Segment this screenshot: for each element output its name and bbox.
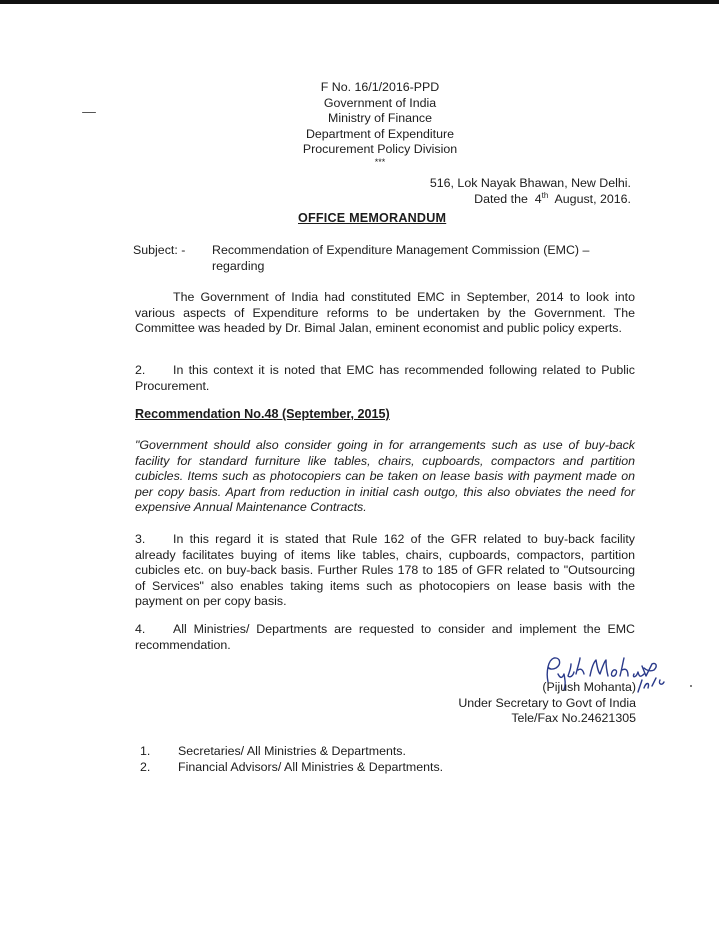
- signatory-contact: Tele/Fax No.24621305: [511, 711, 636, 725]
- list-item-number: 1.: [140, 744, 151, 758]
- signatory-name: (Pijush Mohanta): [542, 680, 636, 694]
- list-item-text: Secretaries/ All Ministries & Departments.: [178, 744, 406, 758]
- date-day: 4: [534, 191, 542, 206]
- memo-title: OFFICE MEMORANDUM: [298, 211, 447, 225]
- paragraph-3: [135, 532, 635, 610]
- signature-block: [458, 680, 636, 727]
- memo-date: [430, 192, 631, 208]
- paragraph-2: [135, 363, 635, 394]
- list-item: [140, 760, 443, 776]
- paragraph-3-text: In this regard it is stated that Rule 162 of the GFR related to buy-back facility already facilitates buying of items like tables, chairs, cupboards, compactors, partition cubicles etc. on buy-back basis. Further Rules 178 to 185 of GFR related to "Outsourcing of Services" also enables taking items such as photocopiers on lease basis with the payment on per copy basis.: [135, 532, 635, 608]
- paragraph-4: [135, 622, 635, 653]
- office-address: 516, Lok Nayak Bhawan, New Delhi.: [429, 176, 631, 190]
- subject-label: Subject: -: [133, 243, 186, 257]
- list-item-number: 2.: [140, 759, 151, 774]
- address-block: [430, 176, 631, 207]
- paragraph-4-number: 4.: [135, 622, 146, 636]
- paragraph-2-text: In this context it is noted that EMC has recommended following related to Public Procurement.: [135, 363, 635, 393]
- paragraph-2-number: 2.: [135, 363, 146, 377]
- scan-mark: [690, 685, 692, 687]
- list-item: [140, 744, 443, 760]
- scan-mark: [82, 112, 96, 113]
- signatory-designation: Under Secretary to Govt of India: [458, 695, 636, 710]
- subject-text: Recommendation of Expenditure Management Commission (EMC) – regarding: [212, 243, 590, 273]
- recommendation-quote: "Government should also consider going in for arrangements such as use of buy-back facility for standard furniture like tables, chairs, cupboards, compactors and partition cubicles. Items such as photocopiers can be taken on lease basis with payment made on per copy basis. Apart from reduction in initial cash outgo, this also obviates the need for expensive Annual Maintenance Contracts.: [135, 438, 635, 514]
- date-month-year: August, 2016.: [554, 191, 631, 206]
- scan-edge: [0, 0, 719, 4]
- ministry-name: Ministry of Finance: [328, 111, 432, 125]
- list-item-text: Financial Advisors/ All Ministries & Departments.: [178, 759, 444, 774]
- letterhead: [230, 80, 530, 166]
- paragraph-1: The Government of India had constituted EMC in September, 2014 to look into various aspects of Expenditure reforms to be undertaken by the Government. The Committee was headed by Dr. Bimal Jalan, eminent economist and public policy experts.: [135, 290, 635, 335]
- separator-stars: ***: [374, 156, 386, 167]
- distribution-list: [140, 744, 443, 775]
- paragraph-3-number: 3.: [135, 532, 146, 546]
- department-name: Department of Expenditure: [305, 126, 455, 141]
- paragraph-4-text: All Ministries/ Departments are requested to consider and implement the EMC recommendation.: [135, 622, 635, 652]
- date-prefix: Dated the: [474, 191, 528, 206]
- government-name: Government of India: [323, 95, 437, 110]
- date-day-suffix: th: [541, 190, 549, 200]
- file-number: F No. 16/1/2016-PPD: [320, 80, 440, 94]
- division-name: Procurement Policy Division: [302, 142, 458, 156]
- recommendation-heading: Recommendation No.48 (September, 2015): [135, 407, 390, 421]
